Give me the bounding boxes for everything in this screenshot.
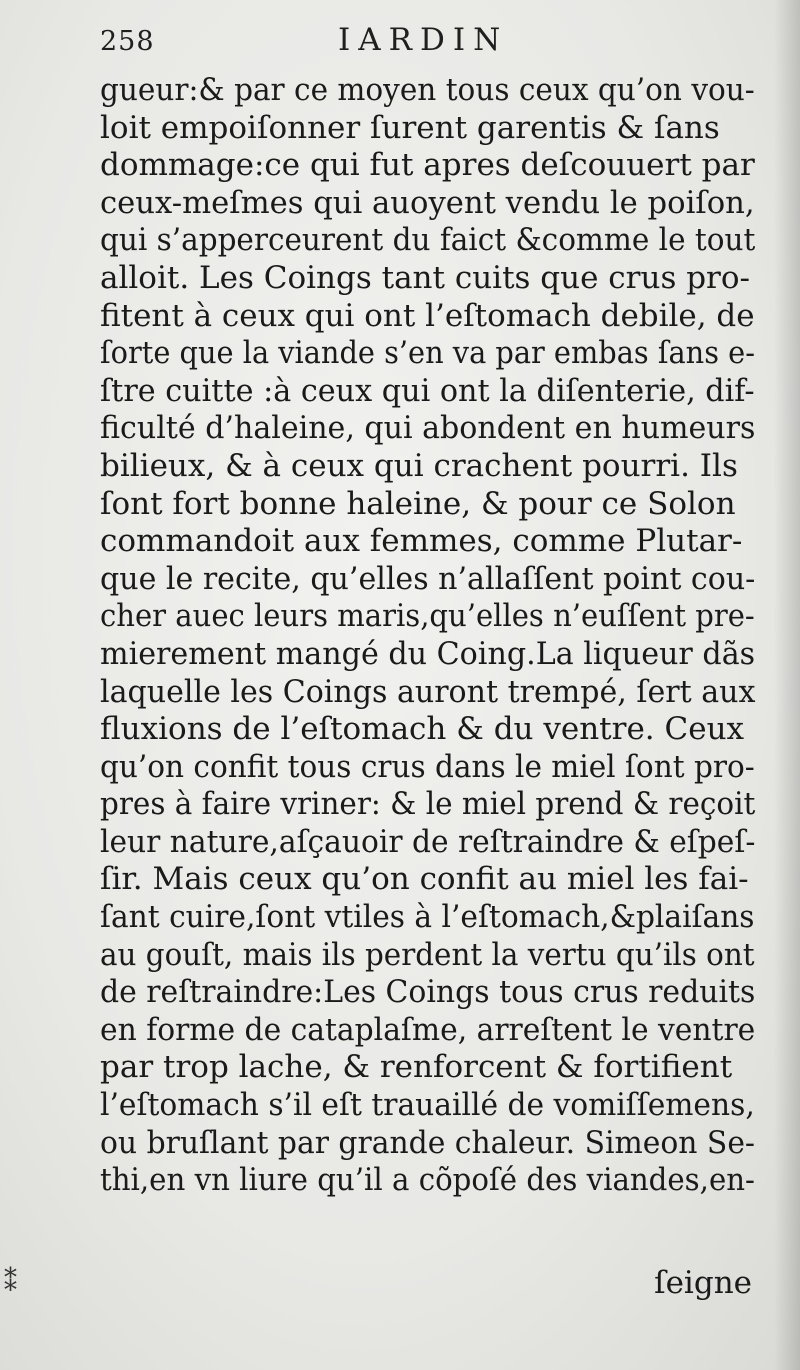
catchword: ſeigne	[654, 1265, 752, 1301]
text-line: commandoit aux femmes, comme Plutar-	[100, 523, 743, 560]
text-line: leur nature,aſçauoir de reſtraindre & eſpeſ-	[100, 823, 756, 860]
text-line: laquelle les Coings auront trempé, ſert aux	[100, 673, 756, 710]
text-line: ſont fort bonne haleine, & pour ce Solon	[100, 485, 736, 522]
text-line: ſir. Mais ceux qu’on confit au miel les fai-	[100, 861, 749, 898]
text-line: de reſtraindre:Les Coings tous crus reduits	[100, 974, 756, 1011]
margin-mark: ⁑	[4, 1268, 17, 1298]
page-edge-shadow	[774, 0, 800, 1370]
text-line: gueur:& par ce moyen tous ceux qu’on vou-	[100, 72, 755, 108]
text-line: ſorte que la viande s’en va par embas ſans e-	[100, 335, 755, 372]
text-line: alloit. Les Coings tant cuits que crus pro-	[100, 259, 751, 296]
text-line: ficulté d’haleine, qui abondent en humeurs	[100, 410, 756, 447]
page-header	[100, 22, 740, 68]
text-line: que le recite, qu’elles n’allaſſent point cou-	[100, 560, 756, 597]
running-head: IARDIN	[338, 22, 509, 58]
body-text	[100, 72, 755, 1200]
text-line: qu’on confit tous crus dans le miel ſont pro-	[100, 748, 755, 785]
text-line: au gouſt, mais ils perdent la vertu qu’ils ont	[100, 936, 755, 973]
text-line: thi,en vn liure qu’il a cõpoſé des viandes,en-	[100, 1162, 755, 1199]
text-line: fitent à ceux qui ont l’eſtomach debile, de	[100, 297, 755, 334]
text-line: ou bruſlant par grande chaleur. Simeon Se-	[100, 1124, 755, 1161]
text-line: bilieux, & à ceux qui crachent pourri. Ils	[100, 447, 738, 484]
text-line: pres à faire vriner: & le miel prend & reçoit	[100, 786, 756, 823]
text-line: fluxions de l’eſtomach & du ventre. Ceux	[100, 711, 745, 748]
text-line: ſtre cuitte :à ceux qui ont la diſenterie, dif-	[100, 372, 755, 409]
text-line: cher auec leurs maris,qu’elles n’euſſent pre-	[100, 598, 755, 635]
text-line: dommage:ce qui fut apres deſcouuert par	[100, 147, 755, 184]
text-line: ſant cuire,ſont vtiles à l’eſtomach,&plaiſans	[100, 899, 755, 936]
text-line: qui s’apperceurent du faict &comme le tout	[100, 222, 756, 259]
text-line: en forme de cataplaſme, arreſtent le ventre	[100, 1011, 756, 1048]
text-line: par trop lache, & renforcent & fortifient	[100, 1049, 733, 1086]
text-line: ceux-meſmes qui auoyent vendu le poiſon,	[100, 184, 755, 221]
text-line: l’eſtomach s’il eſt trauaillé de vomiſſemens,	[100, 1087, 755, 1124]
text-line: loit empoiſonner ſurent garentis & ſans	[100, 109, 720, 146]
page-number: 258	[100, 26, 155, 57]
text-line: mierement mangé du Coing.La liqueur dãs	[100, 635, 756, 672]
